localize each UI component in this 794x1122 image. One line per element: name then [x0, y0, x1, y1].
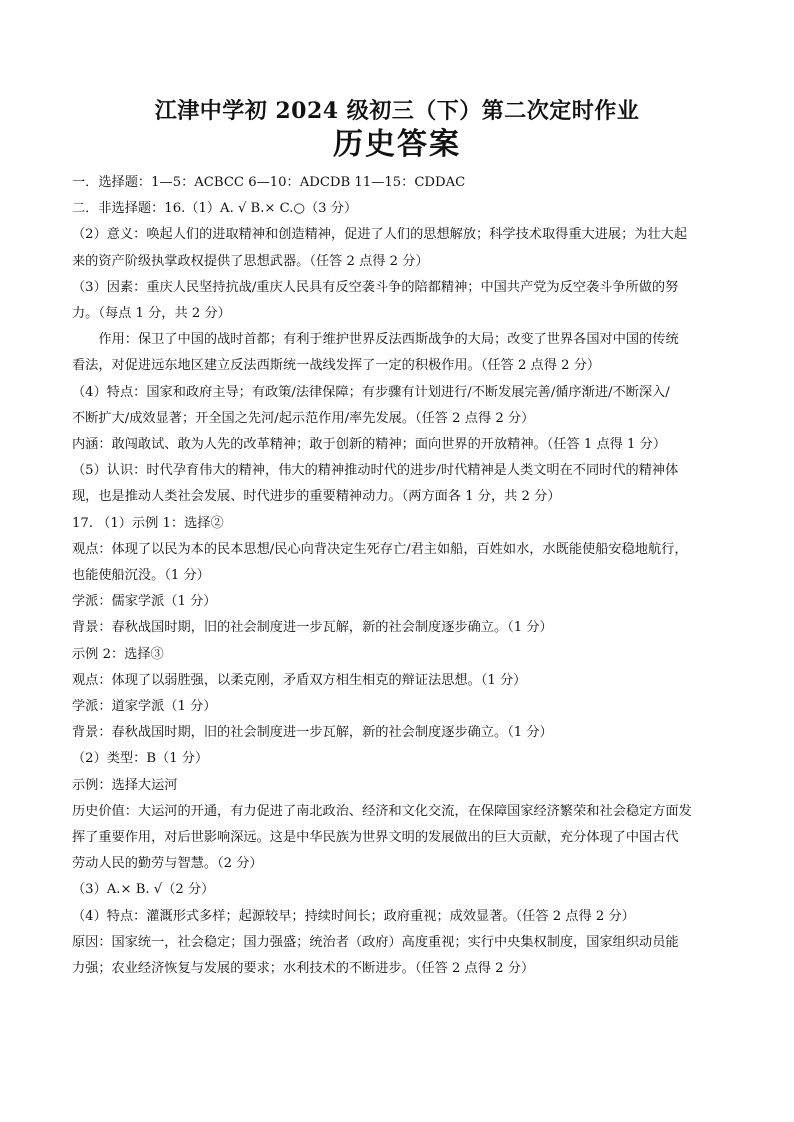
q16-part1-line: 二．非选择题：16.（1）A. √ B.× C.○（3 分） — [72, 201, 358, 217]
q17-part2-example-line: 示例：选择大运河 — [72, 777, 178, 793]
q16-part3-line: （3）因素：重庆人民坚持抗战/重庆人民具有反空袭斗争的陪都精神；中国共产党为反空袭斗争所做的努 — [72, 279, 679, 295]
q16-part3-effect-line: 作用：保卫了中国的战时首都；有利于维护世界反法西斯战争的大局；改变了世界各国对中国的传统 — [98, 332, 679, 348]
q17-example1-view-line: 观点：体现了以民为本的民本思想/民心向背决定生死存亡/君主如船，百姓如水，水既能使船安稳地航行， — [72, 541, 688, 557]
q17-example2-background-line: 背景：春秋战国时期，旧的社会制度进一步瓦解，新的社会制度逐步确立。（1 分） — [72, 725, 553, 741]
q17-part3-line: （3）A.× B. √（2 分） — [72, 882, 215, 898]
q17-part4-reasons-line: 原因：国家统一，社会稳定；国力强盛；统治者（政府）高度重视；实行中央集权制度，国家组织动员能 — [72, 934, 679, 950]
q17-example2-line: 示例 2：选择③ — [72, 646, 164, 662]
q17-part1-example1-line: 17. （1）示例 1：选择② — [72, 515, 224, 531]
document-title: 江津中学初 2024 级初三（下）第二次定时作业 — [154, 98, 640, 124]
q16-part5-line-cont: 现，也是推动人类社会发展、时代进步的重要精神动力。（两方面各 1 分，共 2 分） — [72, 489, 561, 505]
q17-part2-value-line-cont: 挥了重要作用，对后世影响深远。这是中华民族为世界文明的发展做出的巨大贡献，充分体现了中国古代 — [72, 830, 679, 846]
q17-part2-type-line: （2）类型：B（1 分） — [72, 751, 209, 767]
q16-part4-connotation-line: 内涵：敢闯敢试、敢为人先的改革精神；敢于创新的精神；面向世界的开放精神。（任答 1 点得 1 分） — [72, 437, 667, 453]
q17-part2-value-line: 历史价值：大运河的开通，有力促进了南北政治、经济和文化交流，在保障国家经济繁荣和社会稳定方面发 — [72, 803, 692, 819]
q17-example2-school-line: 学派：道家学派（1 分） — [72, 699, 217, 715]
q16-part4-line: （4）特点：国家和政府主导；有政策/法律保障；有步骤有计划进行/不断发展完善/循序渐进/不断深入/ — [72, 384, 670, 400]
q16-part2-line-cont: 来的资产阶级执掌政权提供了思想武器。（任答 2 点得 2 分） — [72, 253, 429, 269]
q17-part4-reasons-line-cont: 力强；农业经济恢复与发展的要求；水利技术的不断进步。（任答 2 点得 2 分） — [72, 961, 535, 977]
q17-example1-view-line-cont: 也能使船沉没。（1 分） — [72, 568, 210, 584]
q17-part4-features-line: （4）特点：灌溉形式多样；起源较早；持续时间长；政府重视；成效显著。（任答 2 点得 2 分） — [72, 908, 635, 924]
q16-part5-line: （5）认识：时代孕育伟大的精神，伟大的精神推动时代的进步/时代精神是人类文明在不同时代的精神体 — [72, 463, 679, 479]
document-subtitle: 历史答案 — [333, 127, 461, 162]
q17-example1-school-line: 学派：儒家学派（1 分） — [72, 594, 217, 610]
choice-answers-line: 一．选择题：1—5：ACBCC 6—10：ADCDB 11—15：CDDAC — [72, 175, 466, 190]
q16-part4-line-cont: 不断扩大/成效显著；开全国之先河/起示范作用/率先发展。（任答 2 点得 2 分） — [72, 410, 535, 426]
q17-example1-background-line: 背景：春秋战国时期，旧的社会制度进一步瓦解，新的社会制度逐步确立。（1 分） — [72, 620, 553, 636]
q16-part3-line-cont: 力。（每点 1 分，共 2 分） — [72, 306, 231, 322]
q17-example2-view-line: 观点：体现了以弱胜强，以柔克刚，矛盾双方相生相克的辩证法思想。（1 分） — [72, 672, 527, 688]
q16-part3-effect-line-cont: 看法，对促进远东地区建立反法西斯统一战线发挥了一定的积极作用。（任答 2 点得 2 分） — [72, 358, 601, 374]
q16-part2-line: （2）意义：唤起人们的进取精神和创造精神，促进了人们的思想解放；科学技术取得重大进展；为壮大起 — [72, 227, 688, 243]
q17-part2-value-line-cont2: 劳动人民的勤劳与智慧。（2 分） — [72, 856, 263, 872]
